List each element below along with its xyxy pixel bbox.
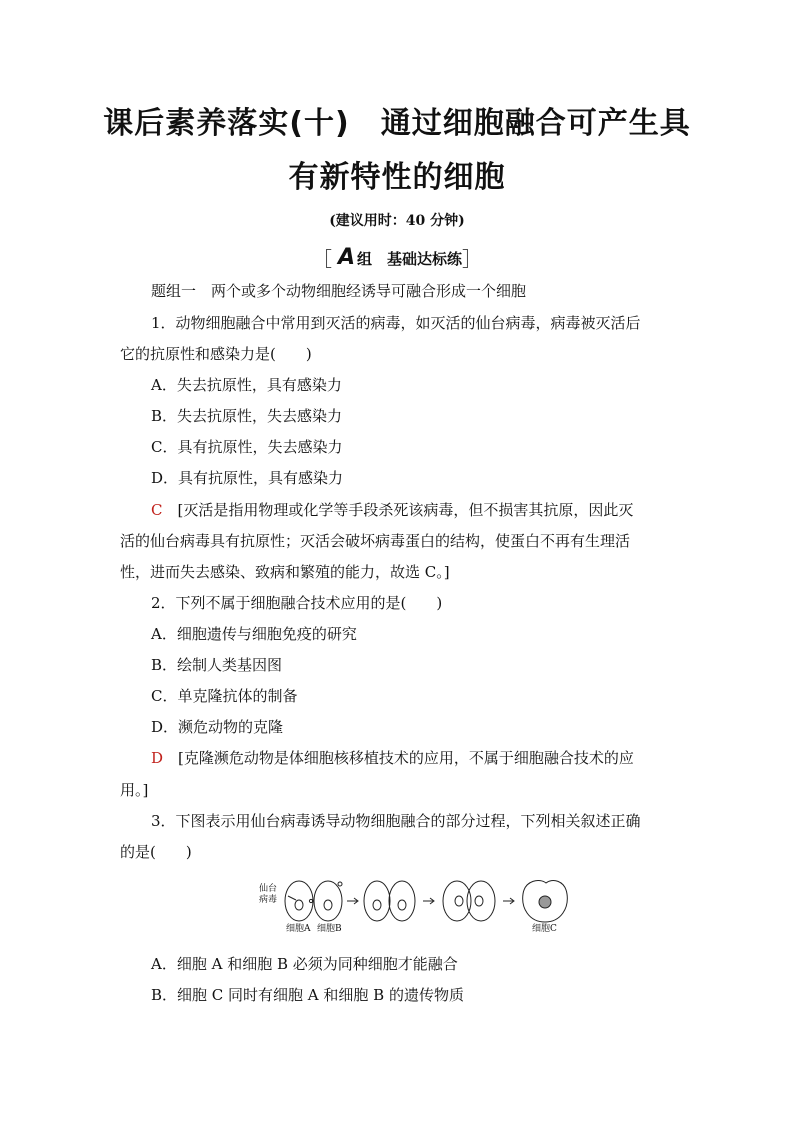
q1-explanation-line-1 bbox=[151, 500, 633, 520]
suggested-time: (建议用时：40 分钟) bbox=[329, 213, 465, 229]
open-bracket: ［ bbox=[311, 247, 332, 271]
page-title-line-1: 课后素养落实(十) 通过细胞融合可产生具 bbox=[103, 106, 691, 141]
q1-stem-line-2: 它的抗原性和感染力是( ) bbox=[120, 345, 312, 363]
group-heading bbox=[0, 243, 794, 272]
q1-option-d: D．具有抗原性，具有感染力 bbox=[151, 469, 344, 487]
q1-option-c: C．具有抗原性，失去感染力 bbox=[151, 438, 343, 456]
arrow-icon-1 bbox=[347, 898, 358, 904]
cell-b-nucleus bbox=[324, 900, 332, 910]
q2-explanation-text: [克隆濒危动物是体细胞核移植技术的应用，不属于细胞融合技术的应 bbox=[163, 749, 634, 767]
group-letter-icon: A bbox=[337, 245, 355, 270]
arrow-icon-2 bbox=[423, 898, 434, 904]
q2-answer: D bbox=[151, 749, 164, 767]
arrow-icon-3 bbox=[503, 898, 514, 904]
q2-option-b: B．绘制人类基因图 bbox=[151, 656, 283, 674]
q2-option-a: A．细胞遗传与细胞免疫的研究 bbox=[151, 625, 357, 643]
q3-stem-line-1: 3．下图表示用仙台病毒诱导动物细胞融合的部分过程，下列相关叙述正确 bbox=[151, 812, 641, 830]
cell-fusion-diagram bbox=[255, 874, 575, 936]
virus-particle-2 bbox=[309, 899, 312, 902]
close-bracket: ］ bbox=[462, 247, 483, 271]
q2-explanation-line-1 bbox=[151, 748, 634, 768]
q2-option-c: C．单克隆抗体的制备 bbox=[151, 687, 298, 705]
virus-pointer-line bbox=[288, 896, 296, 900]
cell-b-label: 细胞B bbox=[317, 924, 342, 934]
q1-explanation-line-2: 活的仙台病毒具有抗原性；灭活会破坏病毒蛋白的结构，使蛋白不再有生理活 bbox=[120, 532, 631, 550]
topic-heading: 题组一 两个或多个动物细胞经诱导可融合形成一个细胞 bbox=[151, 282, 527, 300]
q1-answer: C bbox=[151, 501, 163, 519]
virus-label-1: 仙台 bbox=[259, 884, 278, 894]
q1-option-a: A．失去抗原性，具有感染力 bbox=[151, 376, 342, 394]
q1-stem-line-1: 1．动物细胞融合中常用到灭活的病毒，如灭活的仙台病毒，病毒被灭活后 bbox=[151, 314, 641, 332]
q2-option-d: D．濒危动物的克隆 bbox=[151, 718, 284, 736]
q2-stem: 2．下列不属于细胞融合技术应用的是( ) bbox=[151, 594, 443, 612]
q1-option-b: B．失去抗原性，失去感染力 bbox=[151, 407, 343, 425]
virus-particle bbox=[338, 882, 342, 886]
cell-a-label: 细胞A bbox=[286, 924, 311, 934]
page-title-line-2: 有新特性的细胞 bbox=[288, 160, 506, 195]
cell-a-nucleus bbox=[295, 900, 303, 910]
group-label: 组 基础达标练 bbox=[357, 250, 463, 268]
cell-c-nucleus bbox=[539, 896, 551, 908]
q3-stem-line-2: 的是( ) bbox=[120, 843, 192, 861]
cell-c-label: 细胞C bbox=[532, 924, 557, 934]
virus-label-2: 病毒 bbox=[259, 895, 278, 905]
q1-explanation-line-3: 性，进而失去感染、致病和繁殖的能力，故选 C。] bbox=[120, 563, 450, 581]
q3-option-b: B．细胞 C 同时有细胞 A 和细胞 B 的遗传物质 bbox=[151, 986, 464, 1004]
q2-explanation-line-2: 用。] bbox=[120, 781, 149, 799]
q3-option-a: A．细胞 A 和细胞 B 必须为同种细胞才能融合 bbox=[151, 955, 458, 973]
q1-explanation-text: [灭活是指用物理或化学等手段杀死该病毒，但不损害其抗原，因此灭 bbox=[162, 501, 634, 519]
